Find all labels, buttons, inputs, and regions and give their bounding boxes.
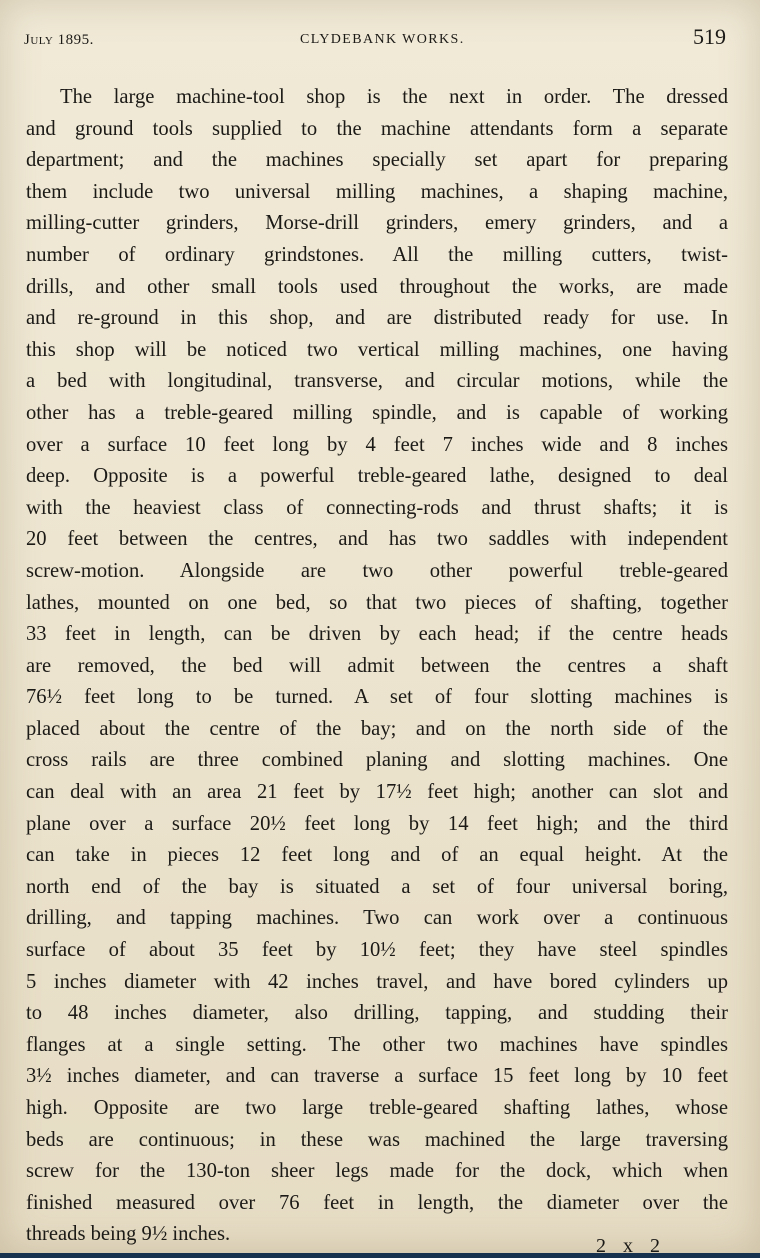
text-line: 33 feet in length, can be driven by each head; if the centre heads	[26, 623, 728, 646]
text-line: 76½ feet long to be turned. A set of four slotting machines is	[26, 686, 728, 709]
text-line: are removed, the bed will admit between the centres a shaft	[26, 654, 728, 677]
text-line: cross rails are three combined planing and slotting machines. One	[26, 749, 728, 772]
text-line: drilling, and tapping machines. Two can work over a continuous	[26, 907, 728, 930]
header-date: July 1895.	[24, 32, 94, 48]
text-line: number of ordinary grindstones. All the milling cutters, twist-	[26, 243, 728, 266]
text-line: to 48 inches diameter, also drilling, tapping, and studding their	[26, 1002, 728, 1025]
text-line: finished measured over 76 feet in length, the diameter over the	[26, 1191, 728, 1214]
text-line: high. Opposite are two large treble-geared shafting lathes, whose	[26, 1097, 728, 1119]
text-line: over a surface 10 feet long by 4 feet 7 inches wide and 8 inches	[26, 433, 728, 456]
text-line: screw-motion. Alongside are two other powerful treble-geared	[26, 559, 728, 582]
body-paragraph	[26, 82, 728, 1251]
text-line: flanges at a single setting. The other two machines have spindles	[26, 1033, 728, 1056]
text-line: drills, and other small tools used throughout the works, are made	[26, 275, 728, 298]
running-header	[24, 24, 726, 54]
text-line: screw for the 130-ton sheer legs made for the dock, which when	[26, 1160, 728, 1183]
text-line: surface of about 35 feet by 10½ feet; they have steel spindles	[26, 939, 728, 962]
text-line: and re-ground in this shop, and are distributed ready for use. In	[26, 307, 728, 330]
text-line: with the heaviest class of connecting-rods and thrust shafts; it is	[26, 496, 728, 519]
text-line: 3½ inches diameter, and can traverse a surface 15 feet long by 10 feet	[26, 1065, 728, 1088]
header-title: CLYDEBANK WORKS.	[300, 32, 465, 47]
text-line: beds are continuous; in these was machined the large traversing	[26, 1128, 728, 1151]
text-line: department; and the machines specially set apart for preparing	[26, 149, 728, 172]
text-line: 20 feet between the centres, and has two saddles with independent	[26, 528, 728, 551]
text-line: can deal with an area 21 feet by 17½ feet high; another can slot and	[26, 781, 728, 804]
signature-mark: 2 x 2	[596, 1235, 666, 1257]
text-line: a bed with longitudinal, transverse, and circular motions, while the	[26, 370, 728, 393]
text-line: plane over a surface 20½ feet long by 14 feet high; and the third	[26, 812, 728, 835]
text-line: lathes, mounted on one bed, so that two pieces of shafting, together	[26, 591, 728, 614]
text-line: deep. Opposite is a powerful treble-geared lathe, designed to deal	[26, 465, 728, 488]
text-line: this shop will be noticed two vertical milling machines, one having	[26, 338, 728, 361]
page-number: 519	[693, 24, 726, 49]
text-line: milling-cutter grinders, Morse-drill grinders, emery grinders, and a	[26, 212, 728, 235]
text-line: threads being 9½ inches.	[26, 1223, 231, 1246]
text-line: them include two universal milling machines, a shaping machine,	[26, 180, 728, 203]
text-line: 5 inches diameter with 42 inches travel, and have bored cylinders up	[26, 970, 728, 993]
text-line: The large machine-tool shop is the next in order. The dressed	[60, 86, 728, 108]
text-line: and ground tools supplied to the machine attendants form a separate	[26, 117, 728, 140]
text-line: can take in pieces 12 feet long and of an equal height. At the	[26, 844, 728, 867]
text-line: other has a treble-geared milling spindle, and is capable of working	[26, 401, 728, 424]
text-line: north end of the bay is situated a set of four universal boring,	[26, 875, 728, 898]
text-line: placed about the centre of the bay; and on the north side of the	[26, 717, 728, 740]
